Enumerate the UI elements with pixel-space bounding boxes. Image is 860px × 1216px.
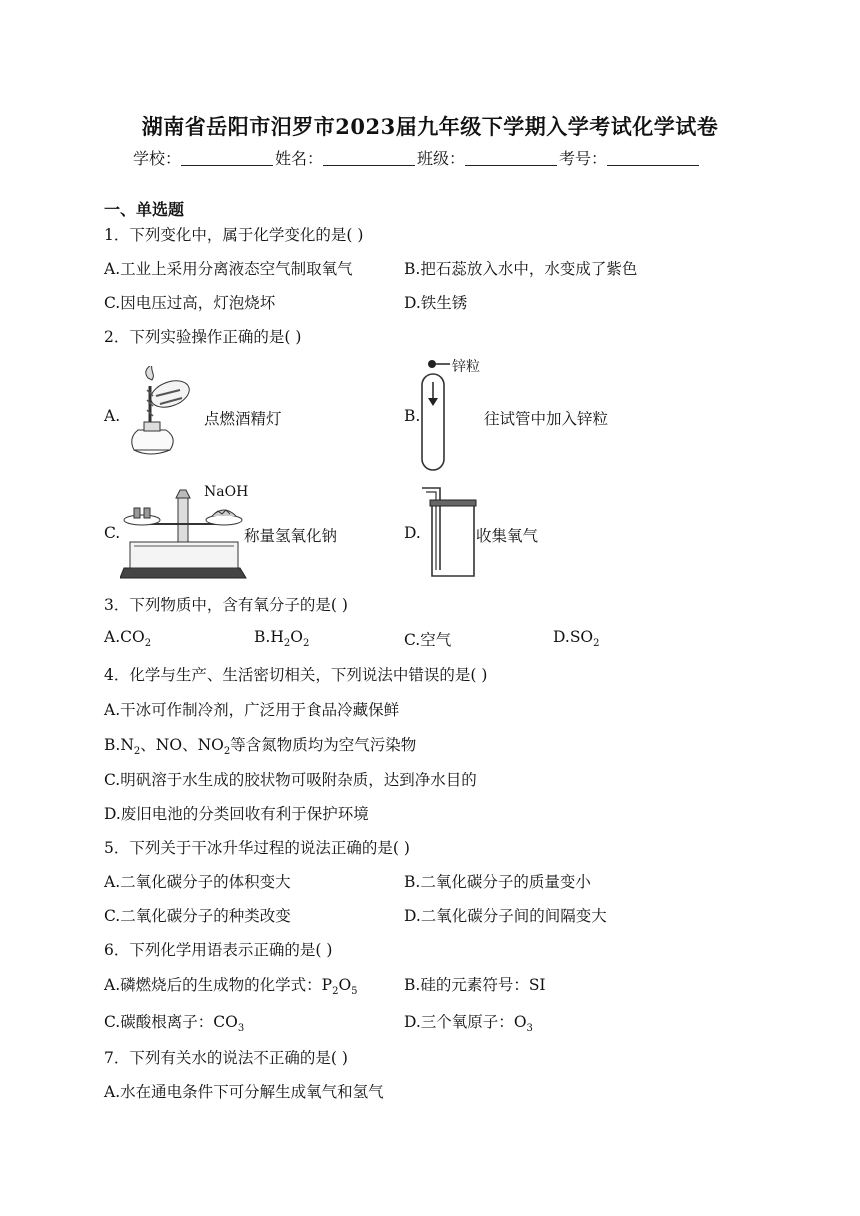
question-1-stem: 1．下列变化中，属于化学变化的是( ) — [104, 226, 364, 244]
student-info-line — [133, 146, 701, 169]
option-a-prefix: A. — [104, 628, 121, 646]
class-blank[interactable] — [465, 151, 557, 166]
question-7-stem: 7．下列有关水的说法不正确的是( ) — [104, 1049, 348, 1067]
class-label: 班级： — [417, 149, 466, 168]
formula-so: SO — [569, 628, 594, 646]
question-2-option-a-prefix: A. — [104, 407, 121, 425]
question-2-option-b-text: 往试管中加入锌粒 — [484, 410, 609, 428]
option-a-text: A.磷燃烧后的生成物的化学式： — [104, 976, 322, 994]
subscript: 2 — [144, 638, 152, 650]
question-1-option-d: D.铁生锈 — [404, 294, 468, 312]
question-6-option-c — [104, 1010, 244, 1034]
formula-o: O — [338, 976, 352, 994]
school-blank[interactable] — [181, 151, 273, 166]
question-2-option-c-prefix: C. — [104, 524, 121, 542]
question-5-option-b: B.二氧化碳分子的质量变小 — [404, 873, 591, 891]
subscript: 2 — [283, 638, 291, 650]
question-1-option-b: B.把石蕊放入水中，水变成了紫色 — [404, 260, 638, 278]
question-4-option-a: A.干冰可作制冷剂，广泛用于食品冷藏保鲜 — [104, 701, 400, 719]
question-3-stem: 3．下列物质中，含有氧分子的是( ) — [104, 596, 348, 614]
question-5-option-a: A.二氧化碳分子的体积变大 — [104, 873, 291, 891]
question-6-option-b: B.硅的元素符号：SI — [404, 976, 546, 994]
question-2-option-c-text: 称量氢氧化钠 — [244, 527, 338, 545]
question-4-stem: 4．化学与生产、生活密切相关，下列说法中错误的是( ) — [104, 666, 488, 684]
name-label: 姓名： — [275, 149, 324, 168]
number-label: 考号： — [559, 149, 608, 168]
alcohol-lamp-figure — [120, 366, 204, 462]
question-4-option-c: C.明矾溶于水生成的胶状物可吸附杂质，达到净水目的 — [104, 771, 477, 789]
question-4-option-b — [104, 733, 416, 757]
option-b-rest: 等含氮物质均为空气污染物 — [230, 736, 417, 754]
question-6-option-d — [404, 1010, 533, 1034]
subscript: 2 — [302, 638, 310, 650]
name-blank[interactable] — [323, 151, 415, 166]
zinc-label: 锌粒 — [452, 359, 480, 375]
subscript: 2 — [223, 746, 231, 758]
question-2-option-a-text: 点燃酒精灯 — [204, 410, 282, 428]
question-7-option-a: A.水在通电条件下可分解生成氧气和氢气 — [104, 1083, 384, 1101]
gas-collection-bottle-figure — [420, 486, 482, 580]
formula-no2: NO — [197, 736, 224, 754]
question-2-stem: 2．下列实验操作正确的是( ) — [104, 328, 302, 346]
page-title: 湖南省岳阳市汨罗市2023届九年级下学期入学考试化学试卷 — [141, 114, 719, 139]
formula-no: NO — [155, 736, 183, 754]
formula-p: P — [321, 976, 333, 994]
option-c-text: C.碳酸根离子： — [104, 1013, 214, 1031]
formula-n: N — [120, 736, 134, 754]
formula-co: CO — [120, 628, 145, 646]
question-3-option-c: C.空气 — [404, 631, 452, 649]
question-4-option-d: D.废旧电池的分类回收有利于保护环境 — [104, 805, 369, 823]
question-6-stem: 6．下列化学用语表示正确的是( ) — [104, 941, 333, 959]
section-heading: 一、单选题 — [104, 200, 185, 219]
subscript: 3 — [237, 1023, 245, 1035]
question-2-option-d-text: 收集氧气 — [476, 527, 539, 545]
separator: 、 — [182, 736, 198, 754]
option-d-prefix: D. — [553, 628, 570, 646]
formula-h: H — [270, 628, 284, 646]
question-5-option-c: C.二氧化碳分子的种类改变 — [104, 907, 291, 925]
question-2-option-d-prefix: D. — [404, 524, 421, 542]
formula-co: CO — [213, 1013, 238, 1031]
subscript: 2 — [133, 746, 141, 758]
subscript: 5 — [351, 986, 358, 998]
question-3-option-d — [553, 628, 600, 649]
formula-o: O — [513, 1013, 527, 1031]
question-6-option-a — [104, 973, 358, 997]
question-5-option-d: D.二氧化碳分子间的间隔变大 — [404, 907, 607, 925]
option-b-prefix: B. — [104, 736, 121, 754]
option-b-prefix: B. — [254, 628, 271, 646]
question-2-option-b-prefix: B. — [404, 407, 421, 425]
naoh-label: NaOH — [204, 484, 249, 500]
question-3-option-b — [254, 628, 309, 649]
separator: 、 — [140, 736, 156, 754]
subscript: 2 — [332, 986, 339, 998]
number-blank[interactable] — [607, 151, 699, 166]
question-1-option-a: A.工业上采用分离液态空气制取氧气 — [104, 260, 353, 278]
subscript: 3 — [526, 1023, 533, 1035]
question-1-option-c: C.因电压过高，灯泡烧坏 — [104, 294, 276, 312]
question-5-stem: 5．下列关于干冰升华过程的说法正确的是( ) — [104, 839, 410, 857]
school-label: 学校： — [133, 149, 182, 168]
option-d-text: D.三个氧原子： — [404, 1013, 514, 1031]
question-3-option-a — [104, 628, 151, 649]
formula-o: O — [290, 628, 303, 646]
subscript: 2 — [593, 638, 600, 650]
